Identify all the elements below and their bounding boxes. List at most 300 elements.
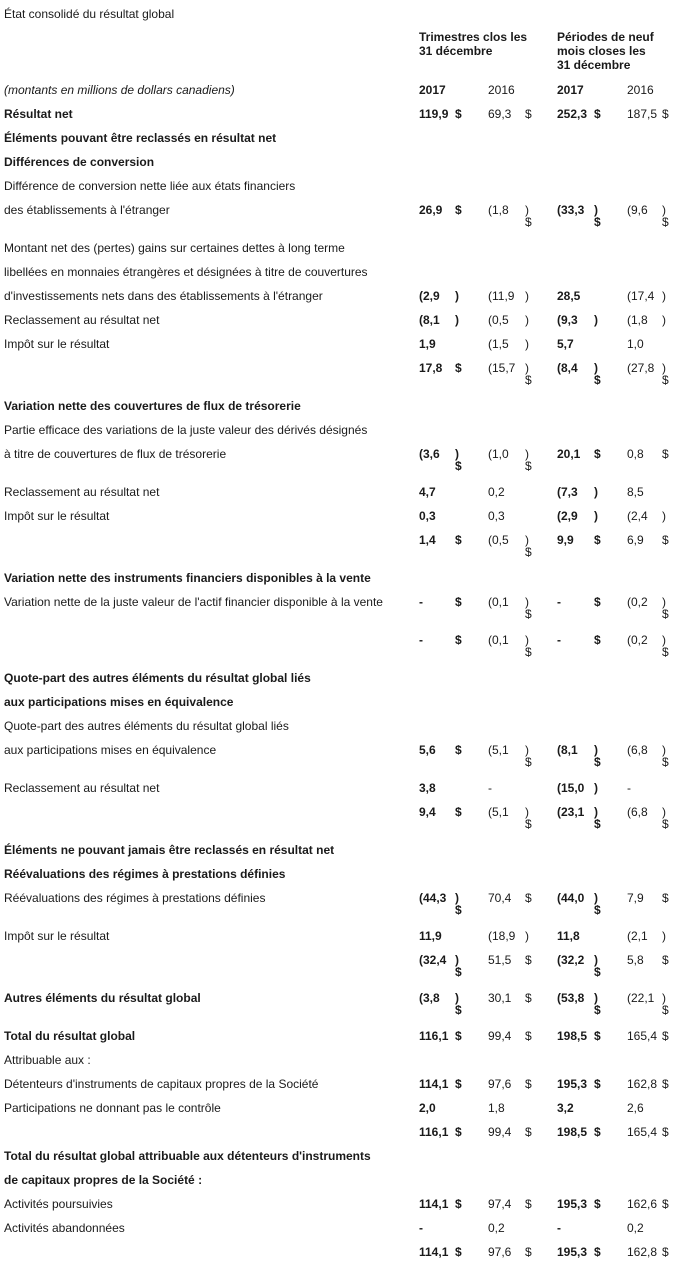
negative-paren: ) <box>662 361 666 375</box>
value-cell: 28,5 <box>557 289 581 303</box>
row-label: libellées en monnaies étrangères et désignées à titre de couvertures <box>4 265 368 279</box>
table-row <box>0 991 679 1015</box>
currency-symbol: $ <box>525 991 532 1005</box>
negative-paren: ) <box>662 203 666 217</box>
negative-paren: ) <box>455 313 459 327</box>
negative-paren: ) <box>525 533 529 547</box>
value-cell: 4,7 <box>419 485 436 499</box>
value-cell: 6,9 <box>627 533 644 547</box>
value-cell: (0,2 <box>627 633 648 647</box>
value-cell: 195,3 <box>557 1245 588 1259</box>
negative-paren: ) <box>594 203 598 217</box>
table-row <box>0 929 679 953</box>
value-cell: 198,5 <box>557 1029 588 1043</box>
currency-symbol: $ <box>455 1077 462 1091</box>
table-row <box>0 1173 679 1197</box>
row-label: aux participations mises en équivalence <box>4 695 234 709</box>
currency-symbol: $ <box>525 1077 532 1091</box>
currency-symbol: $ <box>455 965 462 979</box>
negative-paren: ) <box>594 313 598 327</box>
negative-paren: ) <box>594 361 598 375</box>
table-row <box>0 743 679 767</box>
value-cell: (8,4 <box>557 361 578 375</box>
table-row <box>0 1029 679 1053</box>
value-cell: 8,5 <box>627 485 644 499</box>
currency-symbol: $ <box>525 1197 532 1211</box>
row-label: Éléments pouvant être reclassés en résultat net <box>4 131 277 145</box>
table-row <box>0 485 679 509</box>
row-label: Quote-part des autres éléments du résultat global liés <box>4 671 311 685</box>
value-cell: (8,1 <box>557 743 578 757</box>
currency-symbol: $ <box>525 373 532 387</box>
table-row <box>0 1245 679 1269</box>
value-cell: 2017 <box>419 83 446 97</box>
row-label: Reclassement au résultat net <box>4 485 160 499</box>
value-cell: - <box>419 633 423 647</box>
row-label: Partie efficace des variations de la juste valeur des dérivés désignés <box>4 423 368 437</box>
row-label: des établissements à l'étranger <box>4 203 170 217</box>
value-cell: (1,0 <box>488 447 509 461</box>
currency-symbol: $ <box>455 107 462 121</box>
value-cell: 162,6 <box>627 1197 658 1211</box>
value-cell: 1,0 <box>627 337 644 351</box>
row-label: Activités poursuivies <box>4 1197 113 1211</box>
value-cell: 187,5 <box>627 107 658 121</box>
value-cell: 5,7 <box>557 337 574 351</box>
table-row <box>0 423 679 447</box>
currency-symbol: $ <box>525 107 532 121</box>
row-label: Attribuable aux : <box>4 1053 91 1067</box>
value-cell: (1,5 <box>488 337 509 351</box>
value-cell: - <box>419 1221 423 1235</box>
value-cell: (2,1 <box>627 929 648 943</box>
value-cell: 0,2 <box>627 1221 644 1235</box>
currency-symbol: $ <box>455 633 462 647</box>
value-cell: (33,3 <box>557 203 585 217</box>
currency-symbol: $ <box>662 817 669 831</box>
value-cell: 195,3 <box>557 1077 588 1091</box>
negative-paren: ) <box>455 953 459 967</box>
negative-paren: ) <box>662 633 666 647</box>
table-row <box>0 203 679 227</box>
table-row <box>0 571 679 595</box>
table-row <box>0 719 679 743</box>
negative-paren: ) <box>455 289 459 303</box>
row-label: aux participations mises en équivalence <box>4 743 217 757</box>
table-row <box>0 509 679 533</box>
table-row <box>0 447 679 471</box>
value-cell: 2017 <box>557 83 584 97</box>
row-label: Quote-part des autres éléments du résultat global liés <box>4 719 289 733</box>
currency-symbol: $ <box>455 1125 462 1139</box>
negative-paren: ) <box>525 361 529 375</box>
value-cell: 114,1 <box>419 1197 449 1211</box>
negative-paren: ) <box>662 743 666 757</box>
value-cell: (44,3 <box>419 891 447 905</box>
value-cell: 119,9 <box>419 107 449 121</box>
row-label: Réévaluations des régimes à prestations définies <box>4 867 286 881</box>
negative-paren: ) <box>525 633 529 647</box>
currency-symbol: $ <box>662 533 669 547</box>
negative-paren: ) <box>662 509 666 523</box>
negative-paren: ) <box>525 289 529 303</box>
value-cell: 0,3 <box>488 509 505 523</box>
negative-paren: ) <box>525 313 529 327</box>
value-cell: 198,5 <box>557 1125 588 1139</box>
table-row <box>0 1149 679 1173</box>
table-row <box>0 179 679 203</box>
table-row <box>0 781 679 805</box>
negative-paren: ) <box>525 203 529 217</box>
negative-paren: ) <box>662 289 666 303</box>
table-row <box>0 1197 679 1221</box>
table-row <box>0 695 679 719</box>
value-cell: (2,9 <box>557 509 578 523</box>
currency-symbol: $ <box>594 1077 601 1091</box>
value-cell: (0,5 <box>488 313 509 327</box>
value-cell: (3,6 <box>419 447 440 461</box>
currency-symbol: $ <box>525 607 532 621</box>
currency-symbol: $ <box>594 633 601 647</box>
value-cell: 51,5 <box>488 953 512 967</box>
currency-symbol: $ <box>662 645 669 659</box>
negative-paren: ) <box>662 313 666 327</box>
value-cell: (7,3 <box>557 485 578 499</box>
value-cell: (6,8 <box>627 743 648 757</box>
value-cell: 97,6 <box>488 1077 512 1091</box>
negative-paren: ) <box>594 485 598 499</box>
currency-symbol: $ <box>662 1077 669 1091</box>
value-cell: 1,9 <box>419 337 436 351</box>
currency-symbol: $ <box>455 1245 462 1259</box>
negative-paren: ) <box>525 743 529 757</box>
header-nine-months-line: mois closes les <box>557 44 646 58</box>
header-quarter-line: 31 décembre <box>419 44 493 58</box>
value-cell: 99,4 <box>488 1125 512 1139</box>
negative-paren: ) <box>662 929 666 943</box>
currency-symbol: $ <box>662 373 669 387</box>
value-cell: 0,3 <box>419 509 436 523</box>
currency-symbol: $ <box>594 1029 601 1043</box>
value-cell: 1,8 <box>488 1101 505 1115</box>
table-row <box>0 313 679 337</box>
negative-paren: ) <box>662 805 666 819</box>
currency-symbol: $ <box>594 107 601 121</box>
currency-symbol: $ <box>662 1125 669 1139</box>
table-row <box>0 671 679 695</box>
row-label: Participations ne donnant pas le contrôle <box>4 1101 221 1115</box>
table-row <box>0 891 679 915</box>
row-label: Éléments ne pouvant jamais être reclassés en résultat net <box>4 843 335 857</box>
currency-symbol: $ <box>594 595 601 609</box>
header-nine-months-line: 31 décembre <box>557 58 631 72</box>
value-cell: 2,6 <box>627 1101 644 1115</box>
currency-symbol: $ <box>594 1245 601 1259</box>
currency-symbol: $ <box>455 805 462 819</box>
value-cell: (22,1 <box>627 991 655 1005</box>
table-row <box>0 107 679 131</box>
negative-paren: ) <box>525 447 529 461</box>
row-label: d'investissements nets dans des établissements à l'étranger <box>4 289 323 303</box>
value-cell: (0,2 <box>627 595 648 609</box>
negative-paren: ) <box>594 953 598 967</box>
negative-paren: ) <box>455 447 459 461</box>
row-label: Réévaluations des régimes à prestations définies <box>4 891 266 905</box>
table-row <box>0 131 679 155</box>
currency-symbol: $ <box>594 965 601 979</box>
value-cell: 165,4 <box>627 1125 658 1139</box>
value-cell: 9,9 <box>557 533 574 547</box>
row-label: (montants en millions de dollars canadiens) <box>4 83 235 97</box>
value-cell: (27,8 <box>627 361 655 375</box>
currency-symbol: $ <box>455 1029 462 1043</box>
value-cell: - <box>627 781 631 795</box>
negative-paren: ) <box>594 991 598 1005</box>
value-cell: (18,9 <box>488 929 516 943</box>
currency-symbol: $ <box>662 1197 669 1211</box>
value-cell: 5,8 <box>627 953 644 967</box>
table-row <box>0 1221 679 1245</box>
table-row <box>0 399 679 423</box>
value-cell: 2016 <box>488 83 515 97</box>
currency-symbol: $ <box>525 1245 532 1259</box>
currency-symbol: $ <box>525 215 532 229</box>
value-cell: (8,1 <box>419 313 440 327</box>
value-cell: - <box>557 595 561 609</box>
currency-symbol: $ <box>455 361 462 375</box>
value-cell: (1,8 <box>627 313 648 327</box>
table-row <box>0 361 679 385</box>
value-cell: (2,4 <box>627 509 648 523</box>
row-label: Total du résultat global attribuable aux détenteurs d'instruments <box>4 1149 371 1163</box>
negative-paren: ) <box>525 337 529 351</box>
value-cell: 97,4 <box>488 1197 512 1211</box>
currency-symbol: $ <box>455 903 462 917</box>
currency-symbol: $ <box>594 1125 601 1139</box>
currency-symbol: $ <box>525 1029 532 1043</box>
currency-symbol: $ <box>525 545 532 559</box>
value-cell: (9,3 <box>557 313 578 327</box>
row-label: Variation nette des instruments financiers disponibles à la vente <box>4 571 371 585</box>
currency-symbol: $ <box>662 215 669 229</box>
value-cell: 165,4 <box>627 1029 658 1043</box>
currency-symbol: $ <box>594 215 601 229</box>
table-row <box>0 83 679 107</box>
row-label: Différences de conversion <box>4 155 155 169</box>
table-row <box>0 533 679 557</box>
row-label: Montant net des (pertes) gains sur certaines dettes à long terme <box>4 241 345 255</box>
value-cell: 195,3 <box>557 1197 588 1211</box>
value-cell: 97,6 <box>488 1245 512 1259</box>
currency-symbol: $ <box>525 891 532 905</box>
value-cell: 252,3 <box>557 107 588 121</box>
table-row <box>0 595 679 619</box>
negative-paren: ) <box>525 595 529 609</box>
currency-symbol: $ <box>594 903 601 917</box>
row-label: Impôt sur le résultat <box>4 509 110 523</box>
value-cell: 2016 <box>627 83 654 97</box>
value-cell: 9,4 <box>419 805 436 819</box>
table-row <box>0 289 679 313</box>
currency-symbol: $ <box>594 447 601 461</box>
negative-paren: ) <box>594 743 598 757</box>
currency-symbol: $ <box>455 1003 462 1017</box>
value-cell: (44,0 <box>557 891 585 905</box>
value-cell: (6,8 <box>627 805 648 819</box>
value-cell: - <box>488 781 492 795</box>
value-cell: (32,4 <box>419 953 447 967</box>
currency-symbol: $ <box>662 1245 669 1259</box>
value-cell: 17,8 <box>419 361 443 375</box>
value-cell: 3,2 <box>557 1101 574 1115</box>
currency-symbol: $ <box>455 533 462 547</box>
currency-symbol: $ <box>455 743 462 757</box>
negative-paren: ) <box>455 891 459 905</box>
value-cell: (0,1 <box>488 633 509 647</box>
table-row <box>0 241 679 265</box>
row-label: Résultat net <box>4 107 73 121</box>
value-cell: (2,9 <box>419 289 440 303</box>
value-cell: (5,1 <box>488 743 509 757</box>
table-row <box>0 843 679 867</box>
negative-paren: ) <box>594 509 598 523</box>
row-label: Total du résultat global <box>4 1029 136 1043</box>
table-row <box>0 337 679 361</box>
table-row <box>0 1053 679 1077</box>
negative-paren: ) <box>594 781 598 795</box>
negative-paren: ) <box>455 991 459 1005</box>
table-row <box>0 155 679 179</box>
negative-paren: ) <box>525 929 529 943</box>
row-label: Impôt sur le résultat <box>4 337 110 351</box>
row-label: Reclassement au résultat net <box>4 313 160 327</box>
value-cell: 0,2 <box>488 485 505 499</box>
value-cell: 26,9 <box>419 203 443 217</box>
currency-symbol: $ <box>662 1003 669 1017</box>
value-cell: 7,9 <box>627 891 644 905</box>
negative-paren: ) <box>594 805 598 819</box>
header-nine-months-line: Périodes de neuf <box>557 30 654 44</box>
row-label: Activités abandonnées <box>4 1221 125 1235</box>
value-cell: (32,2 <box>557 953 585 967</box>
currency-symbol: $ <box>662 107 669 121</box>
value-cell: 11,8 <box>557 929 580 943</box>
currency-symbol: $ <box>455 459 462 473</box>
value-cell: (9,6 <box>627 203 648 217</box>
value-cell: (23,1 <box>557 805 585 819</box>
value-cell: (11,9 <box>488 289 515 303</box>
table-row <box>0 633 679 657</box>
negative-paren: ) <box>594 891 598 905</box>
currency-symbol: $ <box>455 1197 462 1211</box>
table-row <box>0 1101 679 1125</box>
value-cell: (15,7 <box>488 361 516 375</box>
currency-symbol: $ <box>594 817 601 831</box>
value-cell: 114,1 <box>419 1077 449 1091</box>
value-cell: 2,0 <box>419 1101 436 1115</box>
currency-symbol: $ <box>525 459 532 473</box>
value-cell: 116,1 <box>419 1125 449 1139</box>
value-cell: 1,4 <box>419 533 436 547</box>
value-cell: 30,1 <box>488 991 512 1005</box>
value-cell: - <box>557 1221 561 1235</box>
row-label: Variation nette des couvertures de flux de trésorerie <box>4 399 301 413</box>
table-row <box>0 1077 679 1101</box>
statement-title: État consolidé du résultat global <box>4 7 175 21</box>
currency-symbol: $ <box>662 891 669 905</box>
value-cell: - <box>557 633 561 647</box>
table-row <box>0 867 679 891</box>
currency-symbol: $ <box>594 755 601 769</box>
value-cell: 3,8 <box>419 781 436 795</box>
value-cell: 69,3 <box>488 107 512 121</box>
value-cell: 114,1 <box>419 1245 449 1259</box>
value-cell: (15,0 <box>557 781 585 795</box>
row-label: Détenteurs d'instruments de capitaux propres de la Société <box>4 1077 319 1091</box>
negative-paren: ) <box>662 991 666 1005</box>
negative-paren: ) <box>525 805 529 819</box>
currency-symbol: $ <box>662 953 669 967</box>
table-row <box>0 265 679 289</box>
table-row <box>0 953 679 977</box>
value-cell: 5,6 <box>419 743 436 757</box>
value-cell: 20,1 <box>557 447 581 461</box>
negative-paren: ) <box>662 595 666 609</box>
currency-symbol: $ <box>594 373 601 387</box>
value-cell: 11,9 <box>419 929 442 943</box>
value-cell: 70,4 <box>488 891 512 905</box>
table-row <box>0 805 679 829</box>
value-cell: 0,8 <box>627 447 644 461</box>
value-cell: (0,1 <box>488 595 509 609</box>
row-label: Autres éléments du résultat global <box>4 991 201 1005</box>
currency-symbol: $ <box>525 1125 532 1139</box>
currency-symbol: $ <box>455 595 462 609</box>
currency-symbol: $ <box>594 1197 601 1211</box>
currency-symbol: $ <box>594 533 601 547</box>
currency-symbol: $ <box>662 755 669 769</box>
row-label: Variation nette de la juste valeur de l'actif financier disponible à la vente <box>4 595 383 609</box>
currency-symbol: $ <box>662 447 669 461</box>
value-cell: 99,4 <box>488 1029 512 1043</box>
header-quarter-line: Trimestres clos les <box>419 30 528 44</box>
value-cell: (3,8 <box>419 991 440 1005</box>
currency-symbol: $ <box>525 953 532 967</box>
currency-symbol: $ <box>662 1029 669 1043</box>
currency-symbol: $ <box>662 607 669 621</box>
value-cell: 162,8 <box>627 1077 658 1091</box>
value-cell: 0,2 <box>488 1221 505 1235</box>
value-cell: (17,4 <box>627 289 655 303</box>
row-label: Impôt sur le résultat <box>4 929 110 943</box>
currency-symbol: $ <box>525 755 532 769</box>
value-cell: 116,1 <box>419 1029 449 1043</box>
currency-symbol: $ <box>455 203 462 217</box>
currency-symbol: $ <box>525 645 532 659</box>
value-cell: (1,8 <box>488 203 509 217</box>
row-label: à titre de couvertures de flux de trésorerie <box>4 447 227 461</box>
currency-symbol: $ <box>525 817 532 831</box>
row-label: Reclassement au résultat net <box>4 781 160 795</box>
value-cell: - <box>419 595 423 609</box>
value-cell: (5,1 <box>488 805 509 819</box>
value-cell: (53,8 <box>557 991 585 1005</box>
value-cell: (0,5 <box>488 533 509 547</box>
row-label: de capitaux propres de la Société : <box>4 1173 203 1187</box>
row-label: Différence de conversion nette liée aux états financiers <box>4 179 296 193</box>
currency-symbol: $ <box>594 1003 601 1017</box>
table-row <box>0 1125 679 1149</box>
